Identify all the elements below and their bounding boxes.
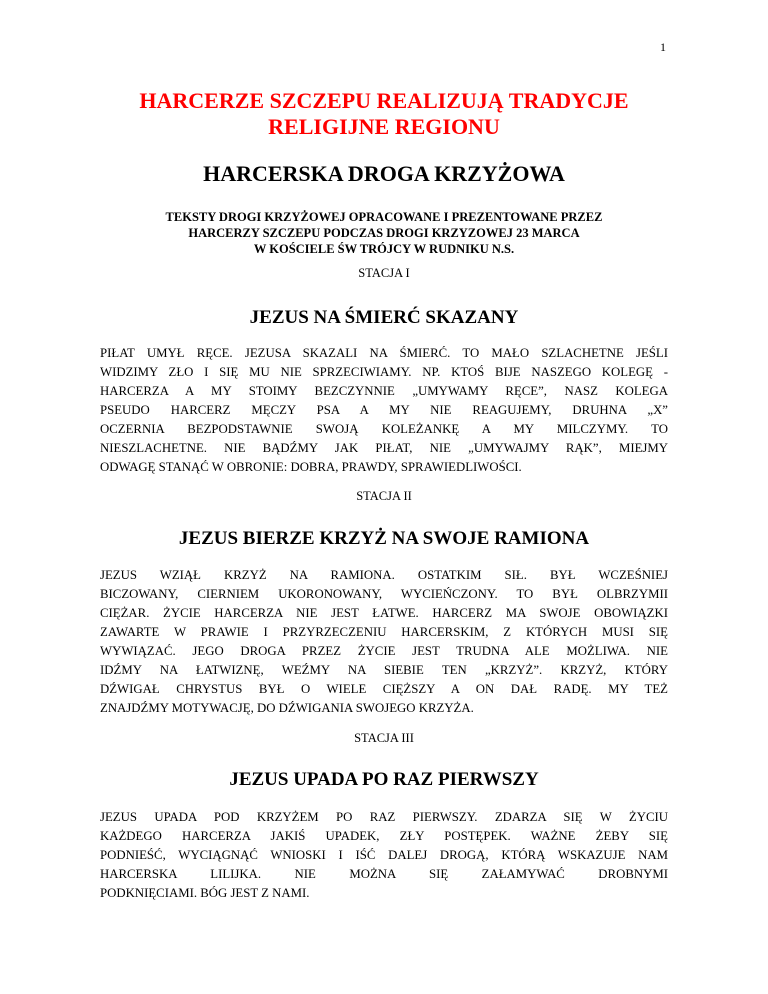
text-line: CIĘŻAR. ŻYCIE HARCERZA NIE JEST ŁATWE. HARCERZ MA SWOJE OBOWIĄZKI (100, 606, 668, 620)
text-line: JEZUS WZIĄŁ KRZYŻ NA RAMIONA. OSTATKIM SIŁ. BYŁ WCZEŚNIEJ (100, 568, 668, 582)
text-line: ODWAGĘ STANĄĆ W OBRONIE: DOBRA, PRAWDY, SPRAWIEDLIWOŚCI. (100, 460, 522, 474)
text-line: HARCERSKA LILIJKA. NIE MOŻNA SIĘ ZAŁAMYWAĆ DROBNYMI (100, 867, 668, 881)
intro-line: W KOŚCIELE ŚW TRÓJCY W RUDNIKU N.S. (253, 242, 515, 256)
text-line: ZNAJDŹMY MOTYWACJĘ, DO DŹWIGANIA SWOJEGO KRZYŻA. (100, 701, 474, 715)
text-line: PODNIEŚĆ, WYCIĄGNĄĆ WNIOSKI I IŚĆ DALEJ DROGĄ, KTÓRĄ WSKAZUJE NAM (100, 848, 668, 862)
station-3-title: JEZUS UPADA PO RAZ PIERWSZY (229, 769, 539, 790)
text-line: BICZOWANY, CIERNIEM UKORONOWANY, WYCIEŃCZONY. TO BYŁ OLBRZYMII (100, 587, 668, 601)
intro-line: TEKSTY DROGI KRZYŻOWEJ OPRACOWANE I PREZENTOWANE PRZEZ (165, 210, 603, 224)
intro-line: HARCERZY SZCZEPU PODCZAS DROGI KRZYZOWEJ 23 MARCA (188, 226, 580, 240)
text-line: WIDZIMY ZŁO I SIĘ MU NIE SPRZECIWIAMY. NP. KTOŚ BIJE NASZEGO KOLEGĘ - (100, 365, 668, 379)
text-line: NIESZLACHETNE. NIE BĄDŹMY JAK PIŁAT, NIE „UMYWAJMY RĄK”, MIEJMY (100, 441, 668, 455)
text-line: JEZUS UPADA POD KRZYŻEM PO RAZ PIERWSZY. ZDARZA SIĘ W ŻYCIU (100, 810, 668, 824)
text-line: OCZERNIA BEZPODSTAWNIE SWOJĄ KOLEŻANKĘ A MY MILCZYMY. TO (100, 422, 668, 436)
intro-text (100, 209, 668, 257)
station-2-text (100, 566, 668, 718)
text-line: DŹWIGAŁ CHRYSTUS BYŁ O WIELE CIĘŻSZY A ON DAŁ RADĘ. MY TEŻ (100, 682, 668, 696)
text-line: WYWIĄZAĆ. JEGO DROGA PRZEZ ŻYCIE JEST TRUDNA ALE MOŻLIWA. NIE (100, 644, 668, 658)
page-number: 1 (660, 40, 666, 54)
main-title (100, 88, 668, 140)
text-line: PODKNIĘCIAMI. BÓG JEST Z NAMI. (100, 886, 310, 900)
sub-title: HARCERSKA DROGA KRZYŻOWA (203, 161, 565, 186)
main-title-line: RELIGIJNE REGIONU (268, 114, 500, 139)
text-line: IDŹMY NA ŁATWIZNĘ, WEŹMY NA SIEBIE TEN „KRZYŻ”. KRZYŻ, KTÓRY (100, 663, 668, 677)
text-line: KAŻDEGO HARCERZA JAKIŚ UPADEK, ZŁY POSTĘPEK. WAŻNE ŻEBY SIĘ (100, 829, 668, 843)
text-line: PSEUDO HARCERZ MĘCZY PSA A MY NIE REAGUJEMY, DRUHNA „X” (100, 403, 668, 417)
text-line: PIŁAT UMYŁ RĘCE. JEZUSA SKAZALI NA ŚMIERĆ. TO MAŁO SZLACHETNE JEŚLI (100, 346, 668, 360)
text-line: HARCERZA A MY STOIMY BEZCZYNNIE „UMYWAMY RĘCE”, NASZ KOLEGA (100, 384, 668, 398)
text-line: ZAWARTE W PRAWIE I PRZYRZECZENIU HARCERSKIM, Z KTÓRYCH MUSI SIĘ (100, 625, 668, 639)
station-2-title: JEZUS BIERZE KRZYŻ NA SWOJE RAMIONA (178, 528, 590, 549)
station-2-label: STACJA II (356, 489, 412, 503)
station-1-title: JEZUS NA ŚMIERĆ SKAZANY (249, 307, 519, 328)
station-3-text (100, 808, 668, 903)
station-1-label: STACJA I (358, 266, 410, 280)
station-1-text (100, 344, 668, 477)
station-3-label: STACJA III (354, 731, 414, 745)
main-title-line: HARCERZE SZCZEPU REALIZUJĄ TRADYCJE (139, 88, 629, 113)
